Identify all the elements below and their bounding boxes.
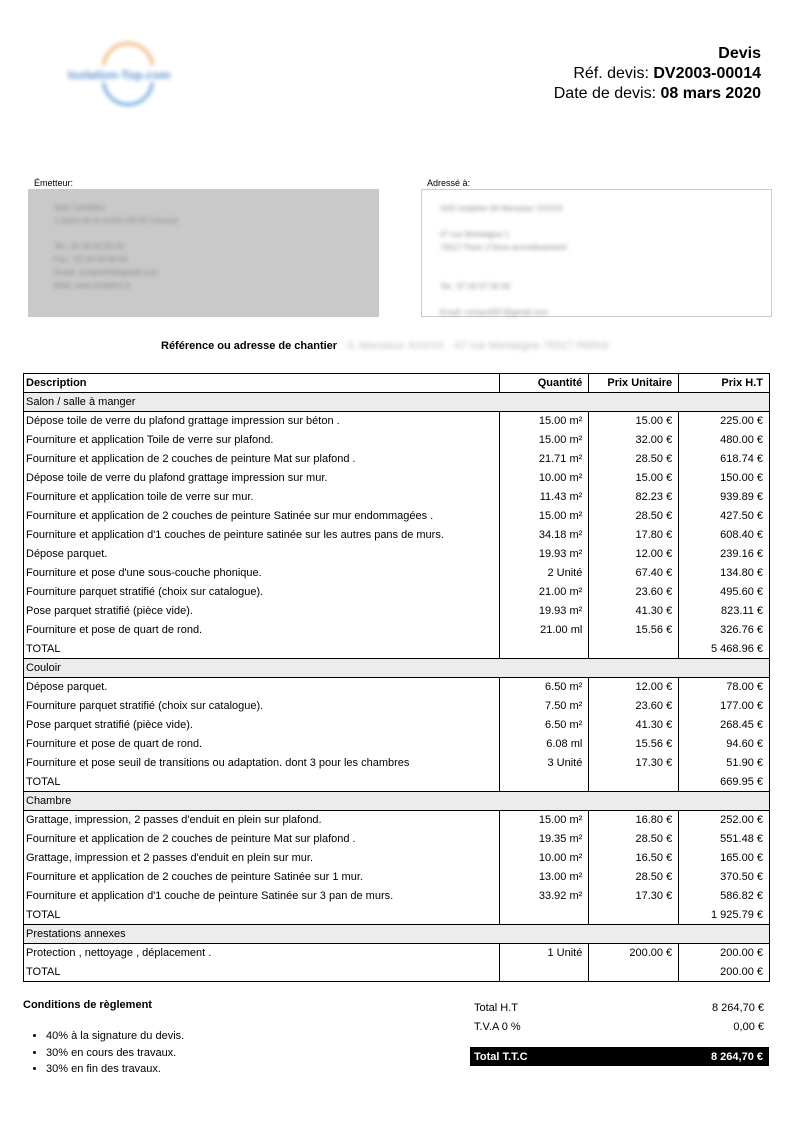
table-row <box>24 678 770 697</box>
table-row <box>24 849 770 868</box>
row-description: Fourniture et pose seuil de transitions ou adaptation. dont 3 pour les chambres <box>24 754 500 773</box>
table-row <box>24 488 770 507</box>
row-unit-price: 12.00 € <box>589 678 679 697</box>
section-name: Prestations annexes <box>24 925 770 944</box>
row-total-price: 252.00 € <box>679 811 770 830</box>
table-row <box>24 564 770 583</box>
empty-cell <box>589 963 679 982</box>
section-total-row <box>24 963 770 982</box>
row-unit-price: 41.30 € <box>589 716 679 735</box>
row-quantity: 15.00 m² <box>499 507 589 526</box>
row-total-price: 200.00 € <box>679 944 770 963</box>
empty-cell <box>499 640 589 659</box>
adresse-label: Adressé à: <box>427 178 471 188</box>
empty-cell <box>499 906 589 925</box>
row-total-price: 480.00 € <box>679 431 770 450</box>
row-description: Fourniture et pose de quart de rond. <box>24 621 500 640</box>
table-row <box>24 507 770 526</box>
section-total-label: TOTAL <box>24 773 500 792</box>
row-description: Fourniture parquet stratifié (choix sur catalogue). <box>24 697 500 716</box>
table-row <box>24 697 770 716</box>
empty-cell <box>589 640 679 659</box>
row-quantity: 7.50 m² <box>499 697 589 716</box>
total-ttc-label: Total T.T.C <box>474 1050 528 1063</box>
empty-cell <box>589 906 679 925</box>
document-header <box>554 44 761 104</box>
row-description: Dépose parquet. <box>24 545 500 564</box>
row-description: Fourniture et application de 2 couches de peinture Mat sur plafond . <box>24 450 500 469</box>
row-description: Fourniture et application de 2 couches de peinture Mat sur plafond . <box>24 830 500 849</box>
row-quantity: 34.18 m² <box>499 526 589 545</box>
row-total-price: 608.40 € <box>679 526 770 545</box>
row-description: Fourniture et application Toile de verre sur plafond. <box>24 431 500 450</box>
row-quantity: 19.93 m² <box>499 545 589 564</box>
empty-cell <box>499 773 589 792</box>
row-unit-price: 67.40 € <box>589 564 679 583</box>
row-description: Dépose toile de verre du plafond grattage impression sur mur. <box>24 469 500 488</box>
col-quantite: Quantité <box>499 374 589 393</box>
quote-reference <box>554 64 761 84</box>
table-header-row <box>24 374 770 393</box>
table-row <box>24 621 770 640</box>
emetteur-details: Sam Lameilas 1 place de la scène (93 02 Courcy) Tel.: 01 00 00 00 00 Fax.: 00 00 00 00 00 Email: contact00@gmail.com Web: www.isolation.fr <box>54 203 179 290</box>
row-unit-price: 17.80 € <box>589 526 679 545</box>
row-unit-price: 12.00 € <box>589 545 679 564</box>
table-row <box>24 887 770 906</box>
row-total-price: 586.82 € <box>679 887 770 906</box>
row-quantity: 21.71 m² <box>499 450 589 469</box>
row-quantity: 19.93 m² <box>499 602 589 621</box>
company-logo <box>62 38 192 110</box>
conditions-title: Conditions de règlement <box>23 999 152 1011</box>
row-quantity: 3 Unité <box>499 754 589 773</box>
section-header-row <box>24 393 770 412</box>
conditions-list <box>46 1027 184 1077</box>
table-row <box>24 830 770 849</box>
section-header-row <box>24 659 770 678</box>
section-total-value: 669.95 € <box>679 773 770 792</box>
row-quantity: 15.00 m² <box>499 431 589 450</box>
row-description: Protection , nettoyage , déplacement . <box>24 944 500 963</box>
row-description: Pose parquet stratifié (pièce vide). <box>24 602 500 621</box>
empty-cell <box>499 963 589 982</box>
row-quantity: 6.50 m² <box>499 678 589 697</box>
row-total-price: 370.50 € <box>679 868 770 887</box>
table-row <box>24 716 770 735</box>
emetteur-label: Émetteur: <box>34 178 74 188</box>
quote-reference-value: DV2003-00014 <box>653 65 761 82</box>
row-total-price: 94.60 € <box>679 735 770 754</box>
adresse-details: SAS Isolation 94 Monsieur XXXXX 47 rue Montaigne 1 75017 Paris 17ème arrondissement Tel.: 07 00 07 00 00 Email: contact007@gmail.com <box>440 204 567 317</box>
row-total-price: 618.74 € <box>679 450 770 469</box>
quote-date <box>554 84 761 104</box>
section-total-label: TOTAL <box>24 640 500 659</box>
table-row <box>24 602 770 621</box>
tva-row <box>474 1021 764 1033</box>
col-prix-unitaire: Prix Unitaire <box>589 374 679 393</box>
row-description: Fourniture et application d'1 couche de peinture Satinée sur 3 pan de murs. <box>24 887 500 906</box>
row-quantity: 15.00 m² <box>499 412 589 431</box>
total-ht-value: 8 264,70 € <box>712 1002 764 1014</box>
row-quantity: 21.00 m² <box>499 583 589 602</box>
adresse-box <box>421 189 772 317</box>
section-header-row <box>24 925 770 944</box>
section-header-row <box>24 792 770 811</box>
table-row <box>24 526 770 545</box>
section-total-label: TOTAL <box>24 963 500 982</box>
table-row <box>24 545 770 564</box>
table-row <box>24 469 770 488</box>
quote-reference-label: Réf. devis: <box>573 65 649 82</box>
section-total-row <box>24 773 770 792</box>
quote-date-label: Date de devis: <box>553 85 657 102</box>
row-quantity: 13.00 m² <box>499 868 589 887</box>
condition-item: • 40% à la signature du devis. <box>46 1027 184 1045</box>
total-ht-label: Total H.T <box>474 1002 519 1014</box>
row-total-price: 495.60 € <box>679 583 770 602</box>
section-total-value: 5 468.96 € <box>679 640 770 659</box>
row-unit-price: 23.60 € <box>589 697 679 716</box>
row-description: Grattage, impression, 2 passes d'enduit en plein sur plafond. <box>24 811 500 830</box>
row-description: Fourniture et pose de quart de rond. <box>24 735 500 754</box>
row-quantity: 6.50 m² <box>499 716 589 735</box>
col-prix-ht: Prix H.T <box>679 374 770 393</box>
row-unit-price: 15.00 € <box>589 469 679 488</box>
row-total-price: 939.89 € <box>679 488 770 507</box>
tva-value: 0,00 € <box>733 1021 764 1033</box>
chantier-reference <box>161 340 609 352</box>
row-total-price: 150.00 € <box>679 469 770 488</box>
section-name: Couloir <box>24 659 770 678</box>
row-total-price: 326.76 € <box>679 621 770 640</box>
row-description: Fourniture et application de 2 couches de peinture Satinée sur 1 mur. <box>24 868 500 887</box>
row-description: Dépose parquet. <box>24 678 500 697</box>
row-quantity: 10.00 m² <box>499 849 589 868</box>
row-total-price: 823.11 € <box>679 602 770 621</box>
row-unit-price: 23.60 € <box>589 583 679 602</box>
total-ttc-value: 8 264,70 € <box>711 1050 763 1063</box>
row-unit-price: 28.50 € <box>589 868 679 887</box>
table-row <box>24 811 770 830</box>
row-quantity: 10.00 m² <box>499 469 589 488</box>
row-total-price: 268.45 € <box>679 716 770 735</box>
row-total-price: 239.16 € <box>679 545 770 564</box>
row-total-price: 165.00 € <box>679 849 770 868</box>
table-row <box>24 431 770 450</box>
row-description: Grattage, impression et 2 passes d'enduit en plein sur mur. <box>24 849 500 868</box>
row-description: Fourniture et application d'1 couches de peinture satinée sur les autres pans de murs. <box>24 526 500 545</box>
section-name: Salon / salle à manger <box>24 393 770 412</box>
row-quantity: 6.08 ml <box>499 735 589 754</box>
chantier-value: : 0, Monsieur XXXXX - 47 rue Montaigne 75017 PARIS <box>341 340 609 352</box>
chantier-label: Référence ou adresse de chantier <box>161 340 338 352</box>
row-unit-price: 17.30 € <box>589 754 679 773</box>
table-row <box>24 735 770 754</box>
row-unit-price: 15.00 € <box>589 412 679 431</box>
row-total-price: 177.00 € <box>679 697 770 716</box>
document-title: Devis <box>718 45 761 62</box>
row-description: Pose parquet stratifié (pièce vide). <box>24 716 500 735</box>
row-total-price: 551.48 € <box>679 830 770 849</box>
row-unit-price: 15.56 € <box>589 735 679 754</box>
row-description: Dépose toile de verre du plafond grattage impression sur béton . <box>24 412 500 431</box>
table-row <box>24 754 770 773</box>
row-description: Fourniture et pose d'une sous-couche phonique. <box>24 564 500 583</box>
table-row <box>24 450 770 469</box>
row-quantity: 2 Unité <box>499 564 589 583</box>
quote-table <box>23 373 770 982</box>
row-quantity: 11.43 m² <box>499 488 589 507</box>
tva-label: T.V.A 0 % <box>474 1021 521 1033</box>
row-total-price: 51.90 € <box>679 754 770 773</box>
row-unit-price: 16.80 € <box>589 811 679 830</box>
row-unit-price: 17.30 € <box>589 887 679 906</box>
row-quantity: 15.00 m² <box>499 811 589 830</box>
row-quantity: 1 Unité <box>499 944 589 963</box>
row-description: Fourniture et application toile de verre sur mur. <box>24 488 500 507</box>
row-total-price: 134.80 € <box>679 564 770 583</box>
empty-cell <box>589 773 679 792</box>
row-total-price: 427.50 € <box>679 507 770 526</box>
table-row <box>24 583 770 602</box>
section-total-row <box>24 640 770 659</box>
quote-date-value: 08 mars 2020 <box>660 85 761 102</box>
table-row <box>24 412 770 431</box>
table-row <box>24 944 770 963</box>
table-row <box>24 868 770 887</box>
condition-item: • 30% en cours des travaux. <box>46 1045 184 1061</box>
row-description: Fourniture et application de 2 couches de peinture Satinée sur mur endommagées . <box>24 507 500 526</box>
row-unit-price: 16.50 € <box>589 849 679 868</box>
row-unit-price: 82.23 € <box>589 488 679 507</box>
row-unit-price: 28.50 € <box>589 507 679 526</box>
row-unit-price: 41.30 € <box>589 602 679 621</box>
condition-item: • 30% en fin des travaux. <box>46 1061 184 1077</box>
total-ht-row <box>474 1002 764 1014</box>
section-total-label: TOTAL <box>24 906 500 925</box>
section-name: Chambre <box>24 792 770 811</box>
row-quantity: 21.00 ml <box>499 621 589 640</box>
section-total-value: 200.00 € <box>679 963 770 982</box>
row-unit-price: 200.00 € <box>589 944 679 963</box>
row-unit-price: 28.50 € <box>589 450 679 469</box>
logo-text: Isolation-Top.com <box>68 68 171 82</box>
row-quantity: 19.35 m² <box>499 830 589 849</box>
row-unit-price: 28.50 € <box>589 830 679 849</box>
section-total-row <box>24 906 770 925</box>
row-total-price: 225.00 € <box>679 412 770 431</box>
row-description: Fourniture parquet stratifié (choix sur catalogue). <box>24 583 500 602</box>
row-total-price: 78.00 € <box>679 678 770 697</box>
total-ttc-row <box>470 1047 769 1066</box>
col-description: Description <box>24 374 500 393</box>
row-unit-price: 32.00 € <box>589 431 679 450</box>
row-unit-price: 15.56 € <box>589 621 679 640</box>
section-total-value: 1 925.79 € <box>679 906 770 925</box>
emetteur-box <box>28 189 379 317</box>
row-quantity: 33.92 m² <box>499 887 589 906</box>
